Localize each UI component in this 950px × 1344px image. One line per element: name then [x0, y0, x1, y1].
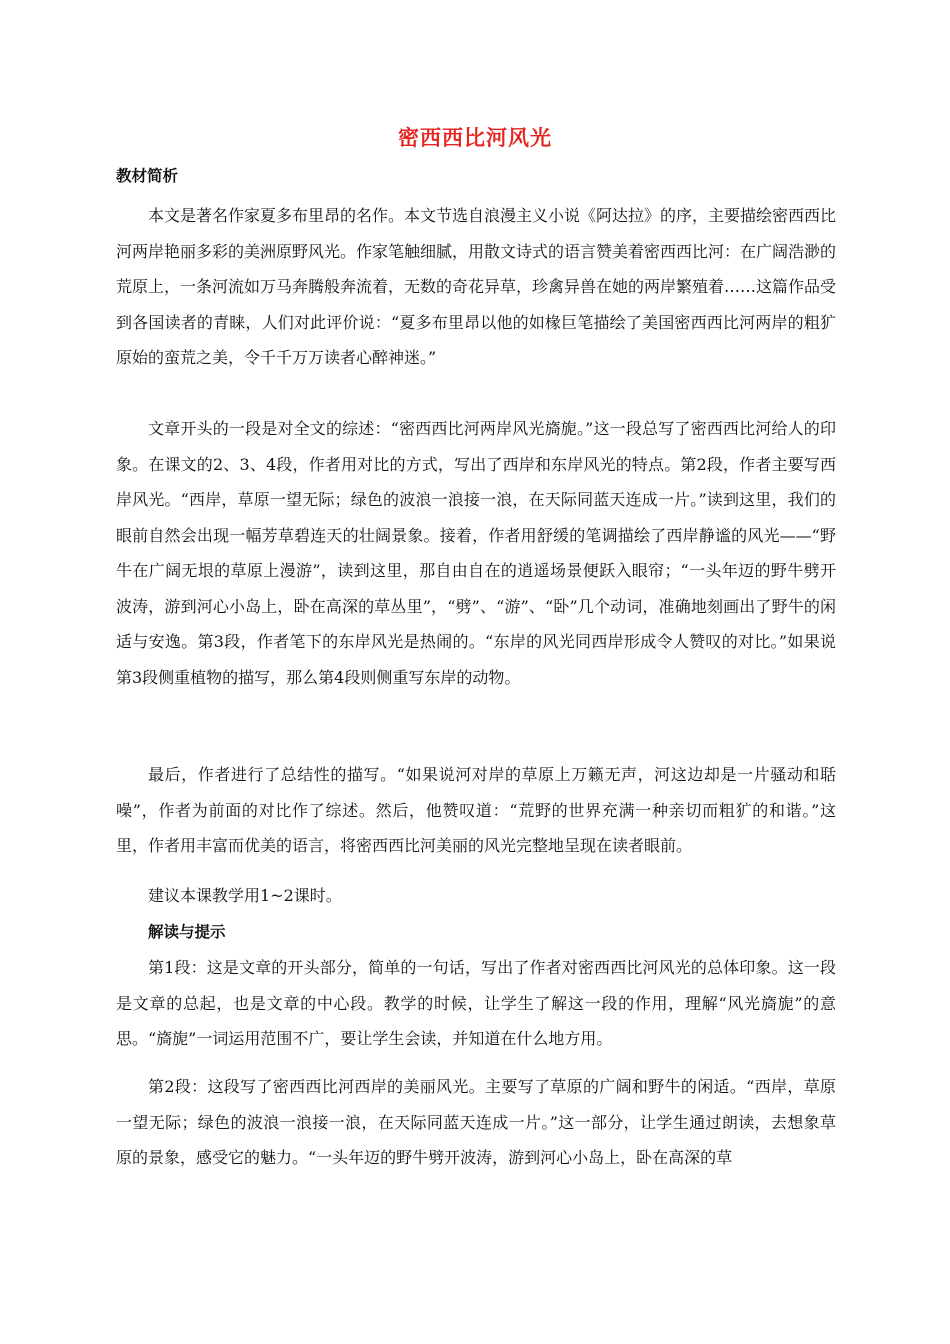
paragraph-intro: 本文是著名作家夏多布里昂的名作。本文节选自浪漫主义小说《阿达拉》的序，主要描绘密西西比河两岸艳丽多彩的美洲原野风光。作家笔触细腻，用散文诗式的语言赞美着密西西比河：在广阔浩渺的荒原上，一条河流如万马奔腾般奔流着，无数的奇花异草，珍禽异兽在她的两岸繁殖着……这篇作品受到各国读者的青睐，人们对此评价说：“夏多布里昂以他的如椽巨笔描绘了美国密西西比河两岸的粗犷原始的蛮荒之美，令千千万万读者心醉神迷。”	[116, 206, 837, 367]
paragraph-section-2: 第2段：这段写了密西西比河西岸的美丽风光。主要写了草原的广阔和野牛的闲适。“西岸，草原一望无际；绿色的波浪一浪接一浪，在天际同蓝天连成一片。”这一部分，让学生通过朗读，去想象草原的景象，感受它的魅力。“一头年迈的野牛劈开波涛，游到河心小岛上，卧在高深的草	[116, 1077, 836, 1167]
paragraph-summary: 最后，作者进行了总结性的描写。“如果说河对岸的草原上万籁无声，河这边却是一片骚动和聒噪”，作者为前面的对比作了综述。然后，他赞叹道：“荒野的世界充满一种亲切而粗犷的和谐。”这里，作者用丰富而优美的语言，将密西西比河美丽的风光完整地呈现在读者眼前。	[116, 765, 836, 855]
section-heading-textbook-analysis: 教材简析	[116, 167, 179, 185]
paragraph-section-1: 第1段：这是文章的开头部分，简单的一句话，写出了作者对密西西比河风光的总体印象。这一段是文章的总起，也是文章的中心段。教学的时候，让学生了解这一段的作用，理解“风光旖旎”的意思。“旖旎”一词运用范围不广，要让学生会读，并知道在什么地方用。	[116, 958, 836, 1048]
section-heading-reading-tips: 解读与提示	[148, 923, 226, 941]
paragraph-structure: 文章开头的一段是对全文的综述：“密西西比河两岸风光旖旎。”这一段总写了密西西比河给人的印象。在课文的2、3、4段，作者用对比的方式，写出了西岸和东岸风光的特点。第2段，作者主要写西岸风光。“西岸，草原一望无际；绿色的波浪一浪接一浪，在天际同蓝天连成一片。”读到这里，我们的眼前自然会出现一幅芳草碧连天的壮阔景象。接着，作者用舒缓的笔调描绘了西岸静谧的风光——“野牛在广阔无垠的草原上漫游”，读到这里，那自由自在的逍遥场景便跃入眼帘；“一头年迈的野牛劈开波涛，游到河心小岛上，卧在高深的草丛里”，“劈”、“游”、“卧”几个动词，准确地刻画出了野牛的闲适与安逸。第3段，作者笔下的东岸风光是热闹的。“东岸的风光同西岸形成令人赞叹的对比。”如果说第3段侧重植物的描写，那么第4段则侧重写东岸的动物。	[116, 419, 836, 687]
paragraph-lesson-time: 建议本课教学用1~2课时。	[148, 886, 342, 905]
page-title: 密西西比河风光	[398, 125, 552, 150]
